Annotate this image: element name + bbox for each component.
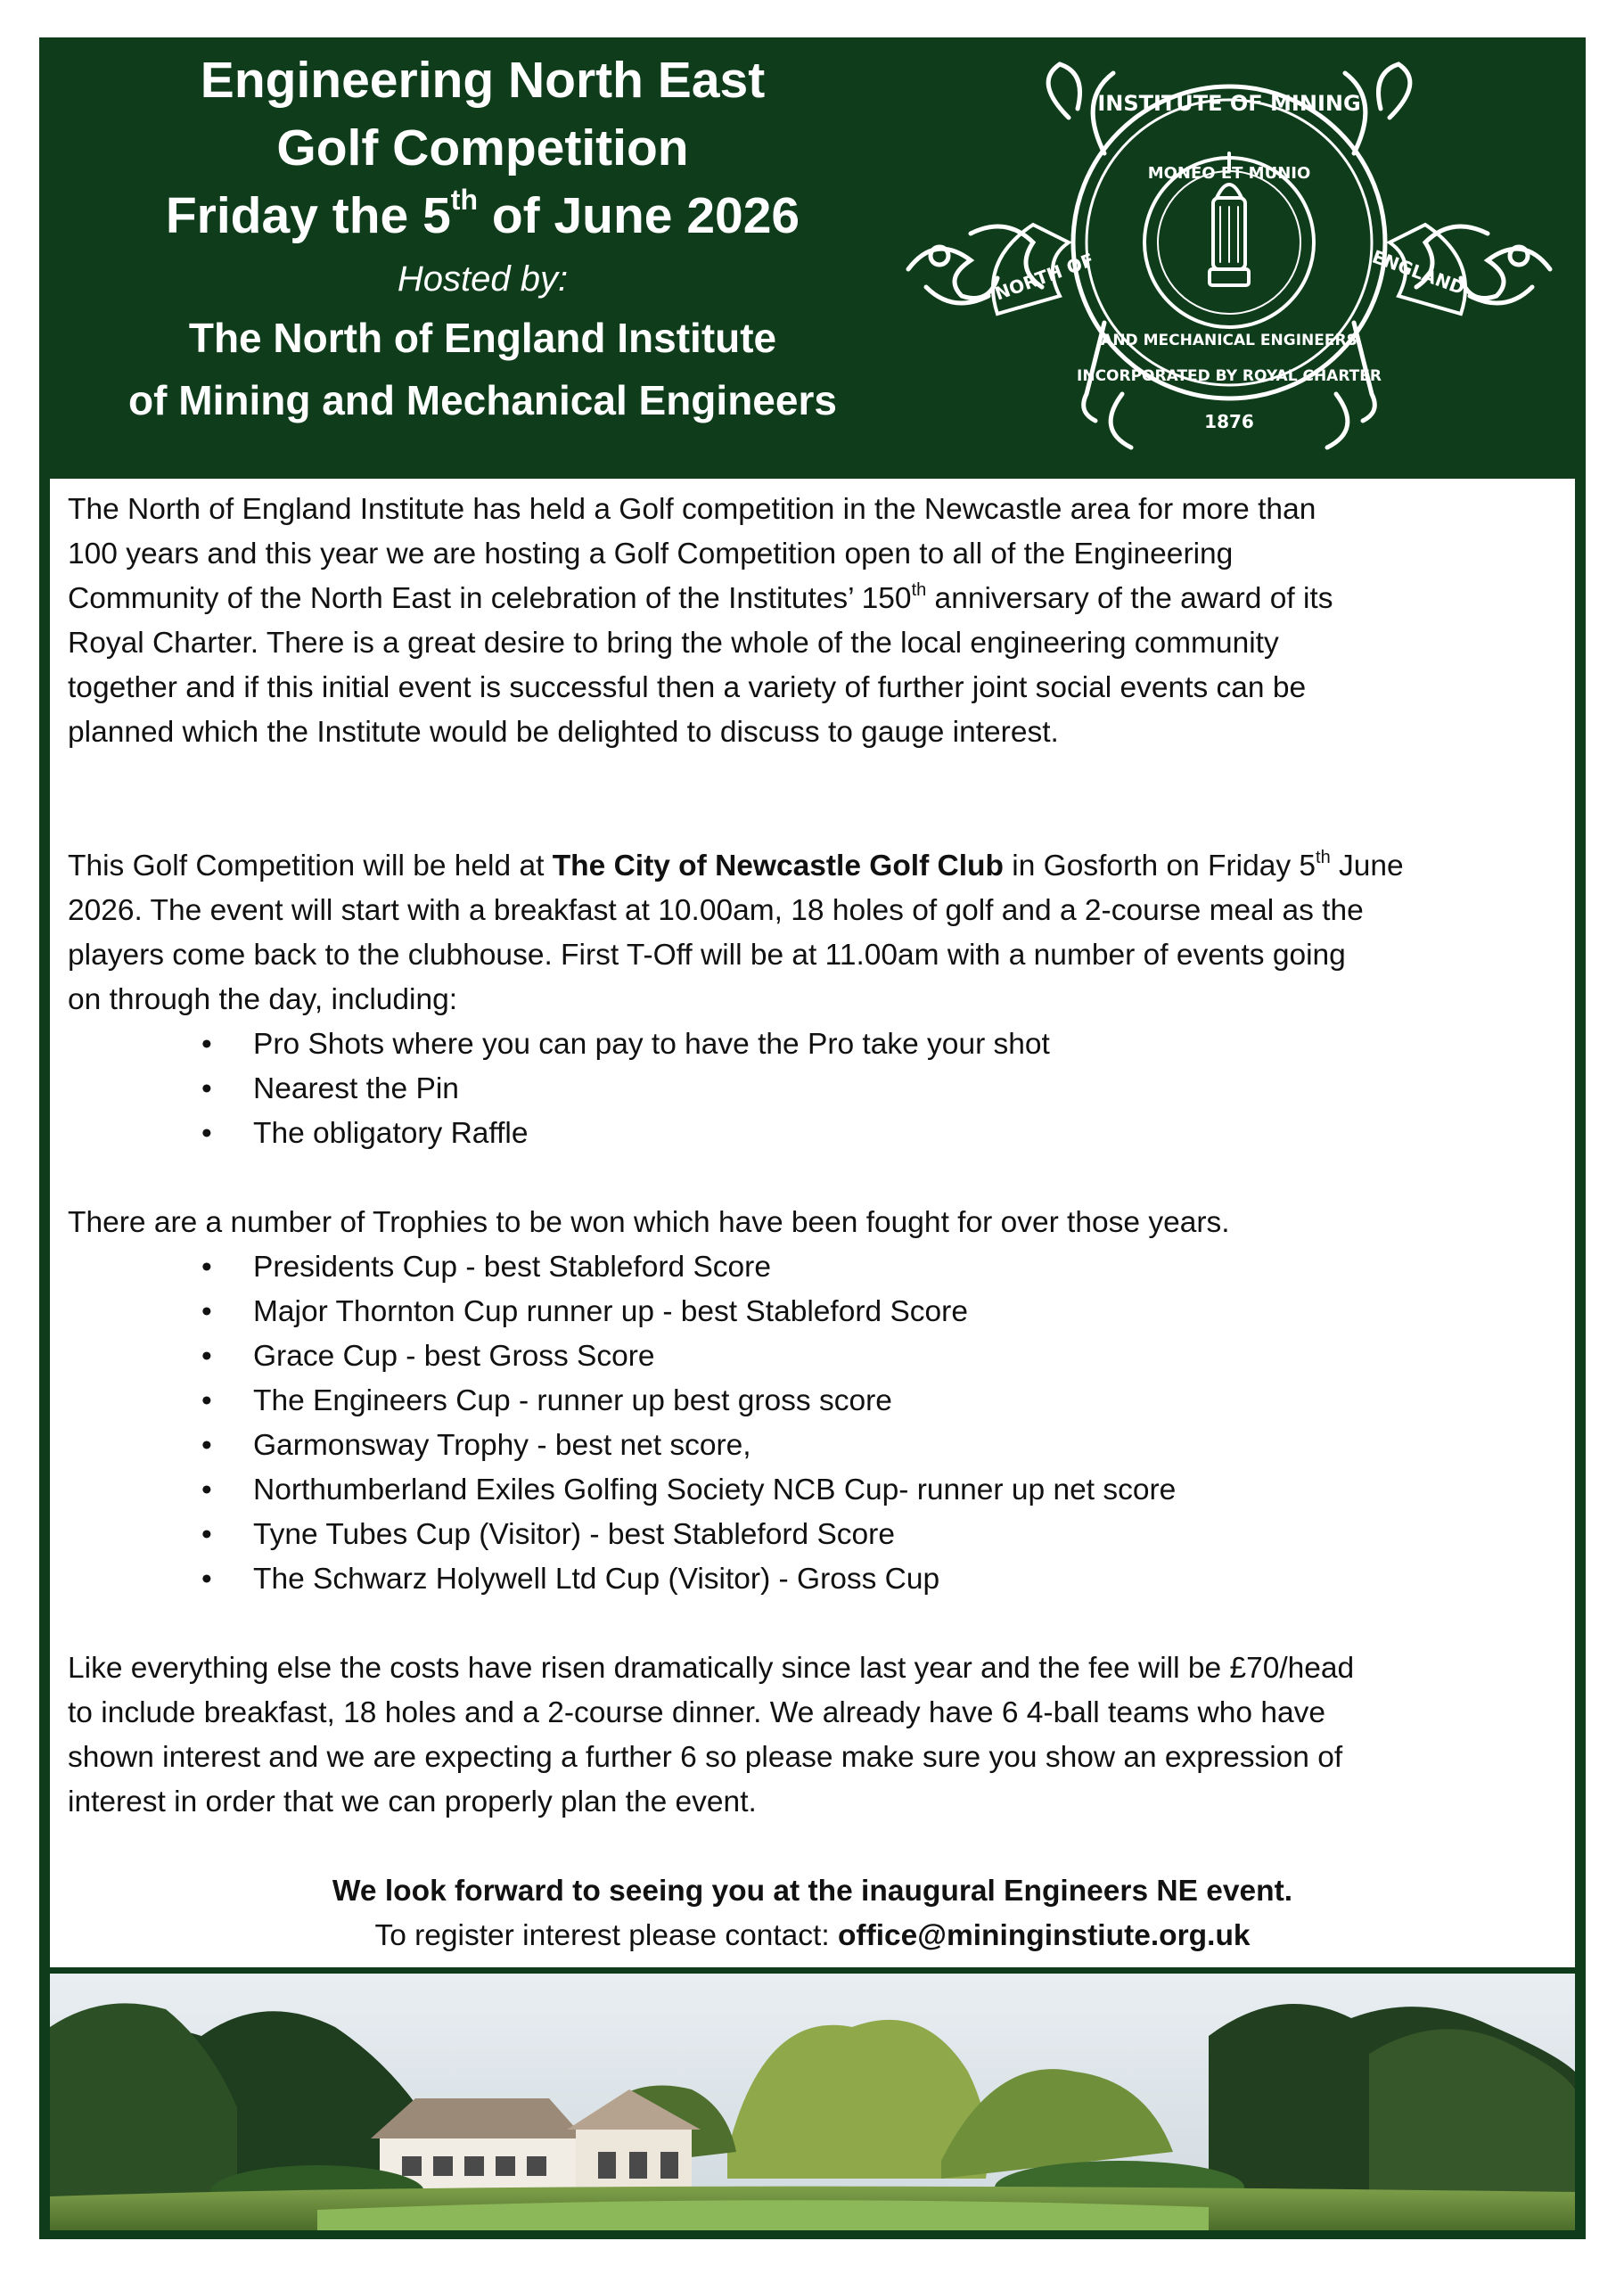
venue-paragraph [68,844,1565,1022]
venue-line-1-mid: in Gosforth on Friday 5 [1003,850,1316,882]
title-line-2: Golf Competition [276,119,689,176]
intro-line-3-sup: th [911,580,927,600]
list-item [50,1067,1565,1112]
list-item [50,1379,1565,1424]
trophy-label: Presidents Cup - best Stableford Score [253,1251,771,1284]
bullet-glyph: • [201,1384,212,1417]
venue-line-1-pre: This Golf Competition will be held at [68,850,553,882]
bullet-glyph: • [201,1251,212,1284]
bullet-glyph: • [201,1028,212,1061]
golf-club-photo [50,1974,1575,2230]
header [39,37,1586,474]
bullet-glyph: • [201,1563,212,1596]
crest-year: 1876 [1204,411,1254,432]
trophies-list [50,1245,1565,1602]
list-item [50,1022,1565,1067]
closing-line-2 [50,1914,1575,1958]
trophies-intro: There are a number of Trophies to be won which have been fought for over those years. [68,1206,1230,1239]
costs-line-2: to include breakfast, 18 holes and a 2-course dinner. We already have 6 4-ball teams who have [68,1696,1325,1729]
intro-line-5: together and if this initial event is successful then a variety of further joint social events can be [68,671,1307,704]
bullet-glyph: • [201,1072,212,1105]
list-item [50,1468,1565,1513]
bullet-glyph: • [201,1473,212,1506]
costs-line-4: interest in order that we can properly plan the event. [68,1785,757,1818]
venue-line-1 [68,850,1404,882]
list-item [50,1424,1565,1468]
bullet-glyph: • [201,1340,212,1373]
crest-motto: MONEO ET MUNIO [1147,164,1311,183]
list-item [50,1557,1565,1602]
venue-line-2: 2026. The event will start with a breakfast at 10.00am, 18 holes of golf and a 2-course meal as the [68,894,1364,927]
list-item [50,1112,1565,1156]
intro-line-3-pre: Community of the North East in celebration of the Institutes’ 150 [68,582,912,615]
trophy-label: Northumberland Exiles Golfing Society NCB Cup- runner up net score [253,1473,1177,1506]
costs-line-3: shown interest and we are expecting a further 6 so please make sure you show an expression of [68,1741,1343,1774]
list-item [50,1334,1565,1379]
event-label: Nearest the Pin [253,1072,459,1105]
institute-crest-emblem [890,55,1568,465]
bullet-glyph: • [201,1295,212,1328]
closing-line-1 [50,1869,1575,1914]
events-list [50,1022,1565,1156]
intro-line-3 [68,582,1333,615]
list-item [50,1513,1565,1557]
intro-line-2: 100 years and this year we are hosting a Golf Competition open to all of the Engineering [68,538,1234,570]
trophy-label: Major Thornton Cup runner up - best Stableford Score [253,1295,968,1328]
content-panel [50,479,1575,1967]
bullet-glyph: • [201,1518,212,1551]
bullet-glyph: • [201,1429,212,1462]
title-date-sup: th [450,184,478,216]
costs-paragraph [68,1646,1565,1825]
trophy-label: Tyne Tubes Cup (Visitor) - best Stableford Score [253,1518,895,1551]
title-date-post: of June 2026 [477,187,800,244]
venue-line-4: on through the day, including: [68,983,458,1016]
venue-line-3: players come back to the clubhouse. First T-Off will be at 11.00am with a number of events going [68,939,1346,972]
event-label: Pro Shots where you can pay to have the Pro take your shot [253,1028,1050,1061]
venue-line-1-post: June [1330,850,1404,882]
trophy-label: Grace Cup - best Gross Score [253,1340,655,1373]
hosted-by: Hosted by: [397,259,569,299]
intro-line-4: Royal Charter. There is a great desire to bring the whole of the local engineering community [68,627,1279,660]
trophy-label: The Schwarz Holywell Ltd Cup (Visitor) - Gross Cup [253,1563,940,1596]
title-line-1: Engineering North East [200,52,766,109]
crest-lower-text: AND MECHANICAL ENGINEERS [1101,332,1357,349]
event-label: The obligatory Raffle [253,1117,529,1150]
contact-email-link[interactable]: office@mininginstiute.org.uk [837,1919,1251,1952]
list-item [50,1245,1565,1290]
crest-right-text: ENGLAND [1369,245,1468,300]
register-label: To register interest please contact: [374,1919,838,1952]
title-date [57,182,908,250]
look-forward-text: We look forward to seeing you at the inaugural Engineers NE event. [332,1875,1293,1908]
bullet-glyph: • [201,1117,212,1150]
costs-line-1: Like everything else the costs have risen dramatically since last year and the fee will be £70/head [68,1652,1355,1685]
trophy-label: Garmonsway Trophy - best net score, [253,1429,751,1462]
intro-line-3-post: anniversary of the award of its [926,582,1333,615]
title-date-pre: Friday the 5 [165,187,451,244]
intro-paragraph [68,488,1565,755]
crest-top-text: INSTITUTE OF MINING [1097,91,1361,116]
flyer-frame [39,37,1586,2239]
crest-left-text: NORTH OF [991,249,1097,305]
title-block [57,46,908,431]
venue-club-name: The City of Newcastle Golf Club [552,850,1004,882]
intro-line-1: The North of England Institute has held a Golf competition in the Newcastle area for more than [68,493,1316,526]
org-line-1: The North of England Institute [188,315,777,361]
list-item [50,1290,1565,1334]
trophy-label: The Engineers Cup - runner up best gross score [253,1384,892,1417]
crest-charter-text: INCORPORATED BY ROYAL CHARTER [1077,367,1382,385]
intro-line-6: planned which the Institute would be delighted to discuss to gauge interest. [68,716,1059,749]
org-line-2: of Mining and Mechanical Engineers [128,377,837,423]
venue-line-1-sup: th [1316,848,1331,867]
